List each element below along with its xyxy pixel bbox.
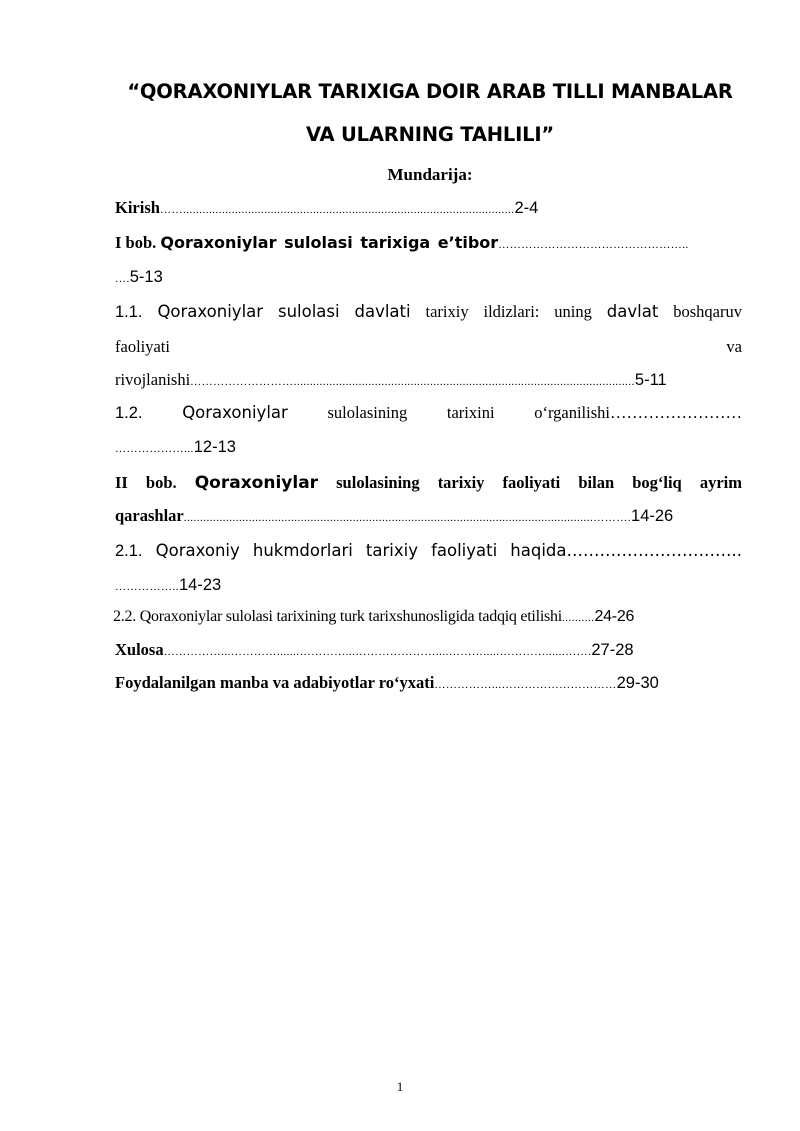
toc-chapter-title [160, 233, 498, 252]
toc-word: faoliyati [115, 337, 170, 356]
toc-word: tarixini [446, 403, 495, 422]
toc-entry-bob-1 [115, 232, 742, 256]
toc-entry-bob-1-cont [115, 266, 742, 290]
page-number: 1 [396, 1079, 404, 1094]
toc-leader-dots: ……………...………………………… [434, 679, 617, 691]
toc-word: e’tibor [437, 233, 499, 252]
toc-label: Xulosa [115, 640, 164, 659]
toc-page-range: 2-4 [514, 199, 539, 217]
toc-chapter-prefix: I bob. [115, 233, 157, 252]
toc-word: faoliyati [502, 473, 561, 492]
toc-section-number: 2.1. [115, 542, 143, 560]
toc-entry-bob-2 [115, 472, 742, 494]
toc-page-range: 14-23 [179, 576, 222, 594]
toc-word: bob. [145, 473, 177, 492]
toc-word: faoliyati [431, 541, 498, 560]
toc-entry-1-2 [115, 402, 742, 424]
toc-word: hukmdorlari [252, 541, 353, 560]
toc-word: va [726, 337, 742, 356]
toc-word: Qoraxoniylar [182, 403, 288, 422]
toc-word: sulolasi [284, 233, 353, 252]
toc-page-range: 14-26 [631, 507, 674, 525]
toc-word: bog‘liq [632, 473, 682, 492]
toc-leader-dots: .......... [561, 612, 595, 624]
toc-entry-1-1 [115, 301, 742, 323]
toc-word: o‘rganilishi…………………… [534, 403, 742, 422]
toc-entry-kirish [115, 197, 742, 221]
toc-word: tarixiy [437, 473, 485, 492]
toc-entry-bob-2-cont [115, 505, 742, 529]
toc-word: ayrim [699, 473, 742, 492]
toc-entry-2-1-cont [115, 574, 742, 598]
toc-entry-1-2-cont [115, 436, 742, 460]
toc-word: Qoraxoniylar [160, 233, 277, 252]
toc-leader-dots: ………………………………………….. [498, 239, 689, 251]
toc-label: 2.2. Qoraxoniylar sulolasi tarixining turk tarixshunosligida tadqiq etilishi [113, 608, 562, 625]
toc-word: davlat [606, 302, 659, 321]
toc-page-range: 5-11 [634, 371, 667, 389]
toc-word: haqida………………………….. [510, 541, 742, 560]
toc-label: Foydalanilgan manba va adabiyotlar ro‘yxati [115, 673, 435, 692]
toc-word: Qoraxoniylar [157, 302, 264, 321]
toc-word: sulolasi [277, 302, 340, 321]
toc-word: sulolasining [327, 403, 408, 422]
toc-leader-dots: ………………………......................................................................................................... [190, 376, 635, 388]
toc-leader-dots: ..............................................................................................................................………. [183, 512, 632, 524]
toc-entry-1-1-cont [115, 336, 742, 358]
toc-word: tarixiy [425, 302, 469, 321]
toc-entry-2-1 [115, 540, 742, 562]
toc-word: davlati [354, 302, 411, 321]
toc-page-range: 5-13 [129, 268, 163, 286]
toc-word: boshqaruv [673, 302, 742, 321]
toc-page-range: 24-26 [594, 608, 635, 625]
toc-section-number: 1.1. [115, 303, 143, 321]
toc-word: ildizlari: [483, 302, 540, 321]
toc-leader-dots: ……………...………….......…………...…………………....……….....…………......……. [163, 646, 592, 658]
toc-word: II [115, 473, 128, 492]
toc-page-range: 27-28 [591, 641, 634, 659]
document-title-line-1: “QORAXONIYLAR TARIXIGA DOIR ARAB TILLI MANBALAR [127, 80, 733, 103]
toc-entry-adabiyotlar [115, 672, 742, 696]
toc-page-range: 29-30 [616, 674, 659, 692]
toc-word: tarixiy [365, 541, 418, 560]
toc-word: Qoraxoniy [155, 541, 240, 560]
toc-word: Qoraxoniylar [194, 473, 319, 493]
toc-word: tarixiga [360, 233, 431, 252]
toc-entry-2-2 [113, 606, 743, 629]
contents-heading: Mundarija: [387, 165, 473, 184]
toc-word: sulolasining [336, 473, 420, 492]
toc-word: bilan [578, 473, 615, 492]
toc-section-number: 1.2. [115, 404, 143, 422]
toc-entry-xulosa [115, 639, 742, 663]
toc-leader-dots: …. [115, 273, 130, 285]
toc-word: uning [554, 302, 592, 321]
toc-label: rivojlanishi [115, 370, 191, 389]
toc-entry-1-1-end [115, 369, 742, 393]
toc-leader-dots: ……...................................................................................................... [159, 204, 515, 216]
toc-leader-dots: ………………... [115, 443, 194, 455]
document-title-line-2: VA ULARNING TAHLILI” [305, 123, 555, 146]
toc-page-range: 12-13 [193, 438, 236, 456]
toc-label: qarashlar [115, 506, 184, 525]
toc-leader-dots: …………….. [115, 581, 179, 593]
toc-label: Kirish [115, 198, 160, 217]
